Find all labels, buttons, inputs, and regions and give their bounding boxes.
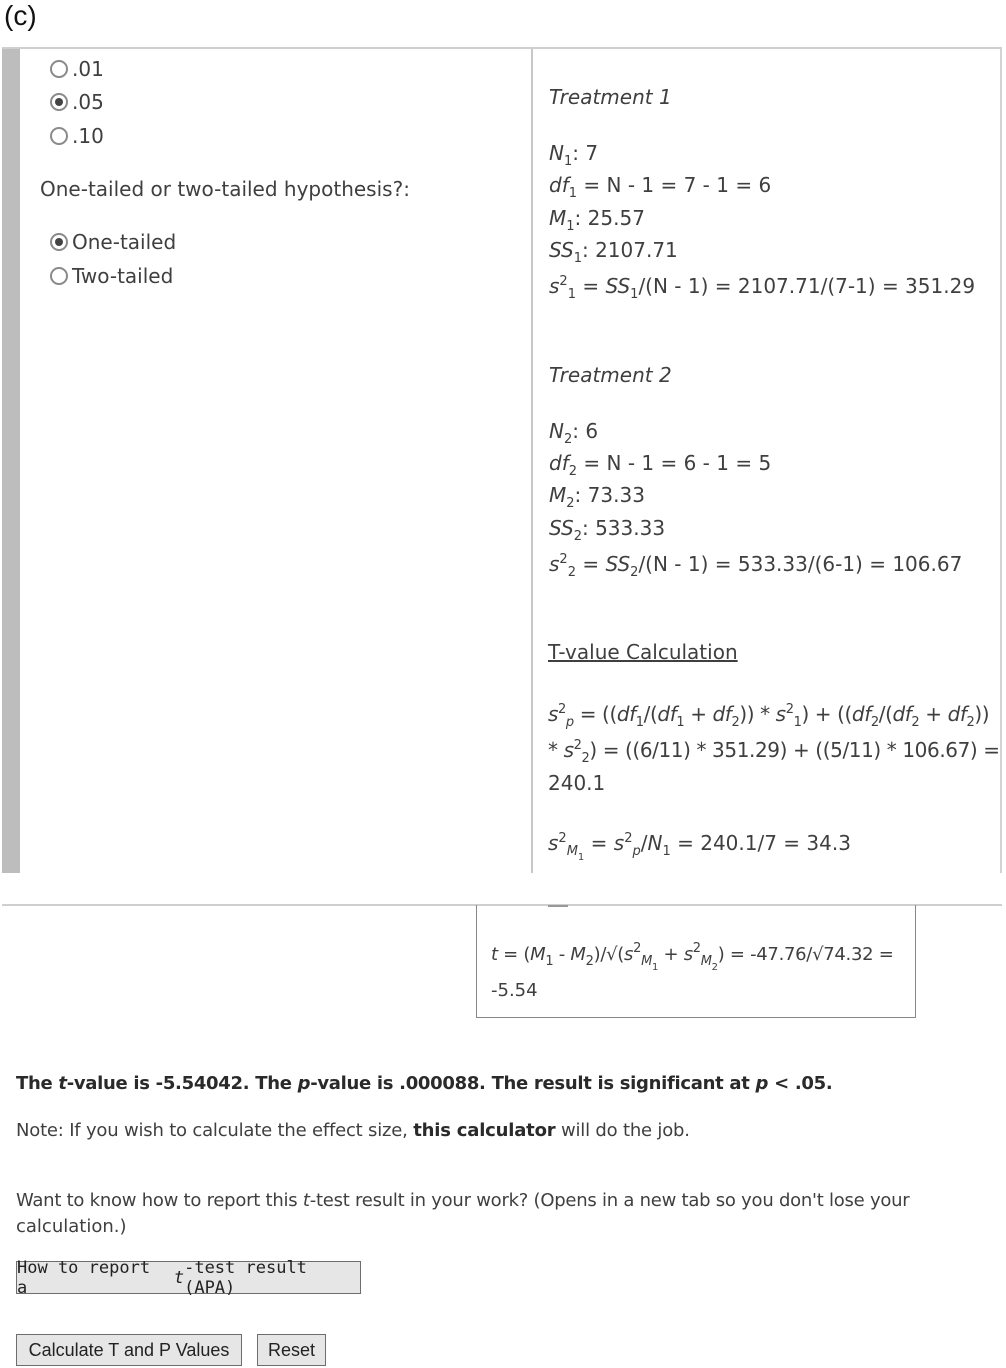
result-p-value: .000088 [399,1073,480,1094]
t-result: -5.54 [491,980,538,1001]
treatment2-ss: $SS_2$: 533.33 [549,516,666,544]
treatment2-n: $N_2$: 6 [549,419,599,447]
treatment2-var-expr: /(N - 1) = 533.33/(6-1) = 106.67 [638,552,963,576]
effect-size-calculator-link[interactable]: this calculator [413,1120,556,1141]
result-significance: The result is significant at [491,1073,750,1094]
radio-selected-icon[interactable] [50,233,68,251]
treatment1-ss-value: 2107.71 [595,238,678,262]
figure-label: (c) [4,0,37,31]
report-text-a: Want to know how to report this [16,1190,298,1211]
note-prefix: Note: If you wish to calculate the effect size, [16,1120,408,1141]
radio-icon[interactable] [50,127,68,145]
treatment1-variance: $s^2_1 = SS_1/(N - 1) = 2107.71/(7-1) = 351.29$ [549,274,976,302]
treatment2-m-value: 73.33 [587,483,645,507]
treatment1-df: $df_1 = N - 1 = 7 - 1 = 6$ [549,173,772,201]
treatment1-m: $M_1$: 25.57 [549,206,645,234]
treatment1-var-expr: /(N - 1) = 2107.71/(7-1) = 351.29 [638,274,976,298]
pooled-variance-line2: * $s^2_2) = ((6/11) * 351.29) + ((5/11) * 106.67)$ = [548,738,1000,766]
treatment1-m-value: 25.57 [587,206,645,230]
radio-icon[interactable] [50,60,68,78]
result-sig-level: < .05. [774,1073,833,1094]
report-text-line2: calculation.) [16,1216,127,1237]
treatment2-heading: Treatment 2 [549,363,672,387]
pooled-variance-result: 240.1 [548,771,606,795]
pooled-line2-tail: ) = ((6/11) * 351.29) + ((5/11) * 106.67) = [589,738,1000,762]
radio-icon[interactable] [50,267,68,285]
left-scroll-bar [2,49,20,873]
treatment1-heading: Treatment 1 [549,85,672,109]
treatment2-df-expr: = N - 1 = 6 - 1 = 5 [577,451,772,475]
alpha-option-label: .01 [72,57,104,81]
alpha-option-label: .05 [72,90,104,114]
alpha-option-label: .10 [72,124,104,148]
column-divider [531,49,533,873]
note-suffix: will do the job. [560,1120,690,1141]
report-text-line1: Want to know how to report this t-test result in your work? (Opens in a new tab so you don't lose your [16,1190,910,1211]
treatment1-n-value: 7 [585,141,599,165]
hypothesis-option-one-tailed[interactable] [50,230,176,254]
treatment1-n: $N_1$: 7 [549,141,599,169]
sm1-line: $s^2_{M_1} = s^2_p/N_1 = 240.1/7 = 34.3$ [548,831,851,863]
pooled-variance-line1: $s^2_p = ((df_1/(df_1 + df_2)) * s^2_1) + ((df_2/(df_2 + df_2))$ [548,702,990,730]
tcalc-heading: T-value Calculation [548,640,738,664]
treatment2-df: $df_2 = N - 1 = 6 - 1 = 5$ [549,451,772,479]
treatment1-ss: $SS_1$: 2107.71 [549,238,678,266]
alpha-option-01[interactable] [50,57,104,81]
t-formula-line: $t = (M_1 - M_2)/√(s^2_{M_1} + s^2_{M_2}) = -47.76/√74.32$ = [491,941,894,973]
t-formula-tail: ) = -47.76/√74.32 = [717,944,894,965]
hypothesis-option-two-tailed[interactable] [50,264,173,288]
report-button-label-b: -test result (APA) [184,1257,307,1298]
report-text-b: -test result in your work? (Opens in a new tab so you don't lose your [309,1190,910,1211]
alpha-option-05[interactable] [50,90,104,114]
radio-selected-icon[interactable] [50,93,68,111]
note-line [16,1120,690,1141]
hypothesis-option-label: One-tailed [72,230,177,254]
right-edge [1000,49,1002,873]
cut-off-text-fragment [548,905,568,907]
treatment1-df-expr: = N - 1 = 7 - 1 = 6 [577,173,772,197]
calculate-button[interactable]: Calculate T and P Values [16,1334,242,1366]
report-button-label-a: How to report a [17,1257,151,1298]
treatment2-n-value: 6 [585,419,599,443]
result-t-value: -5.54042 [155,1073,243,1094]
treatment2-ss-value: 533.33 [595,516,666,540]
result-summary: The t-value is -5.54042. The p-value is .000088. The result is significant at p < .05. [16,1073,833,1094]
treatment2-variance: $s^2_2 = SS_2/(N - 1) = 533.33/(6-1) = 106.67$ [549,552,963,580]
hypothesis-option-label: Two-tailed [72,264,174,288]
alpha-option-10[interactable] [50,124,104,148]
how-to-report-button[interactable]: How to report a t -test result (APA) [16,1261,361,1294]
reset-button[interactable]: Reset [257,1334,326,1366]
treatment2-m: $M_2$: 73.33 [549,483,645,511]
sm1-tail: = 240.1/7 = 34.3 [670,831,851,855]
hypothesis-question: One-tailed or two-tailed hypothesis?: [40,177,410,201]
